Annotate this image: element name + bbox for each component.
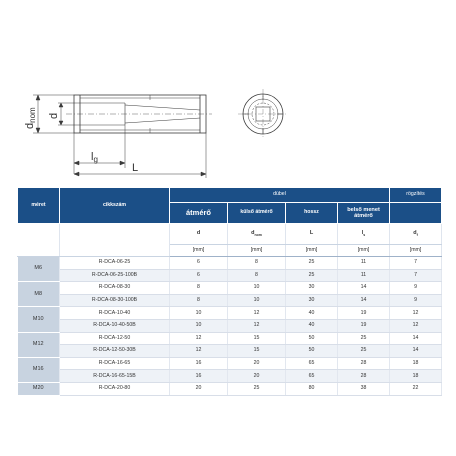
header-meret: méret	[18, 188, 60, 224]
meret-cell: M10	[18, 307, 60, 332]
meret-cell: M16	[18, 357, 60, 382]
value-cell-df: 7	[390, 257, 442, 270]
value-cell-ls: 28	[338, 357, 390, 370]
article-number-cell: R-DCA-08-30-100B	[60, 294, 170, 307]
value-cell-L: 30	[286, 282, 338, 295]
unit-cell: [mm]	[228, 245, 286, 257]
table-row	[18, 269, 442, 282]
value-cell-ls: 11	[338, 257, 390, 270]
header-cikkszam-fill	[60, 224, 170, 257]
header-belso-menet: belső menet átmérő	[338, 203, 390, 224]
value-cell-ls: 38	[338, 382, 390, 395]
value-cell-L: 50	[286, 332, 338, 345]
value-cell-d: 8	[170, 294, 228, 307]
table-row	[18, 382, 442, 395]
value-cell-d: 6	[170, 269, 228, 282]
table-row	[18, 357, 442, 370]
article-number-cell: R-DCA-10-40	[60, 307, 170, 320]
value-cell-L: 25	[286, 269, 338, 282]
header-dubel: dübel	[170, 188, 390, 203]
symbol-d: d	[170, 224, 228, 245]
value-cell-df: 14	[390, 345, 442, 358]
symbol-row	[18, 224, 442, 245]
article-number-cell: R-DCA-16-65-15B	[60, 370, 170, 383]
article-number-cell: R-DCA-08-30	[60, 282, 170, 295]
value-cell-ls: 19	[338, 307, 390, 320]
anchor-end-view	[238, 89, 288, 139]
article-number-cell: R-DCA-20-80	[60, 382, 170, 395]
value-cell-d: 12	[170, 332, 228, 345]
value-cell-ls: 25	[338, 332, 390, 345]
value-cell-ls: 28	[338, 370, 390, 383]
dimension-dnom-label: dnom	[24, 107, 37, 129]
symbol-dnom: $d_{nom}$	[228, 224, 286, 245]
article-number-cell: R-DCA-10-40-50B	[60, 319, 170, 332]
table-row	[18, 332, 442, 345]
symbol-ls: $l_s$	[338, 224, 390, 245]
table-row	[18, 282, 442, 295]
value-cell-L: 65	[286, 357, 338, 370]
value-cell-df: 14	[390, 332, 442, 345]
value-cell-L: 40	[286, 319, 338, 332]
value-cell-dnom: 20	[228, 370, 286, 383]
meret-cell: M20	[18, 382, 60, 395]
value-cell-dnom: 8	[228, 269, 286, 282]
article-number-cell: R-DCA-06-25	[60, 257, 170, 270]
header-hossz: hossz	[286, 203, 338, 224]
value-cell-d: 6	[170, 257, 228, 270]
value-cell-ls: 14	[338, 282, 390, 295]
value-cell-dnom: 20	[228, 357, 286, 370]
header-meret-fill	[18, 224, 60, 257]
value-cell-df: 12	[390, 307, 442, 320]
value-cell-ls: 19	[338, 319, 390, 332]
value-cell-ls: 11	[338, 269, 390, 282]
value-cell-d: 8	[170, 282, 228, 295]
value-cell-d: 12	[170, 345, 228, 358]
value-cell-d: 16	[170, 370, 228, 383]
symbol-df: $d_f$	[390, 224, 442, 245]
table-row	[18, 294, 442, 307]
value-cell-dnom: 10	[228, 282, 286, 295]
unit-cell: [mm]	[338, 245, 390, 257]
value-cell-df: 22	[390, 382, 442, 395]
article-number-cell: R-DCA-12-50	[60, 332, 170, 345]
header-cikkszam: cikkszám	[60, 188, 170, 224]
value-cell-L: 50	[286, 345, 338, 358]
anchor-side-view	[66, 95, 212, 133]
dimension-lg-label: lg	[91, 151, 98, 164]
value-cell-df: 7	[390, 269, 442, 282]
value-cell-d: 16	[170, 357, 228, 370]
value-cell-ls: 25	[338, 345, 390, 358]
header-kulso-atmero: külső átmérő	[228, 203, 286, 224]
table-row	[18, 370, 442, 383]
value-cell-df: 18	[390, 357, 442, 370]
value-cell-L: 80	[286, 382, 338, 395]
value-cell-df: 9	[390, 282, 442, 295]
value-cell-dnom: 15	[228, 345, 286, 358]
header-rogzites-blank	[390, 203, 442, 224]
article-number-cell: R-DCA-06-25-100B	[60, 269, 170, 282]
unit-cell: [mm]	[170, 245, 228, 257]
meret-cell: M12	[18, 332, 60, 357]
dimension-table	[17, 187, 442, 396]
meret-cell: M8	[18, 282, 60, 307]
table-row	[18, 345, 442, 358]
anchor-technical-drawing	[0, 0, 456, 185]
value-cell-d: 10	[170, 307, 228, 320]
value-cell-L: 30	[286, 294, 338, 307]
value-cell-df: 18	[390, 370, 442, 383]
value-cell-df: 9	[390, 294, 442, 307]
value-cell-L: 25	[286, 257, 338, 270]
value-cell-d: 10	[170, 319, 228, 332]
table-row	[18, 307, 442, 320]
value-cell-d: 20	[170, 382, 228, 395]
value-cell-dnom: 12	[228, 319, 286, 332]
value-cell-dnom: 8	[228, 257, 286, 270]
value-cell-dnom: 25	[228, 382, 286, 395]
value-cell-dnom: 10	[228, 294, 286, 307]
value-cell-df: 12	[390, 319, 442, 332]
value-cell-dnom: 12	[228, 307, 286, 320]
table-row	[18, 257, 442, 270]
symbol-L: L	[286, 224, 338, 245]
article-number-cell: R-DCA-12-50-30B	[60, 345, 170, 358]
value-cell-L: 40	[286, 307, 338, 320]
unit-cell: [mm]	[286, 245, 338, 257]
value-cell-dnom: 15	[228, 332, 286, 345]
header-rogzites: rögzítés	[390, 188, 442, 203]
table-row	[18, 319, 442, 332]
dimension-d-label: d	[48, 112, 60, 119]
article-number-cell: R-DCA-16-65	[60, 357, 170, 370]
unit-cell: [mm]	[390, 245, 442, 257]
value-cell-ls: 14	[338, 294, 390, 307]
meret-cell: M6	[18, 257, 60, 282]
value-cell-L: 65	[286, 370, 338, 383]
dimension-L-label: L	[132, 162, 139, 174]
header-atmero: átmérő	[170, 203, 228, 224]
